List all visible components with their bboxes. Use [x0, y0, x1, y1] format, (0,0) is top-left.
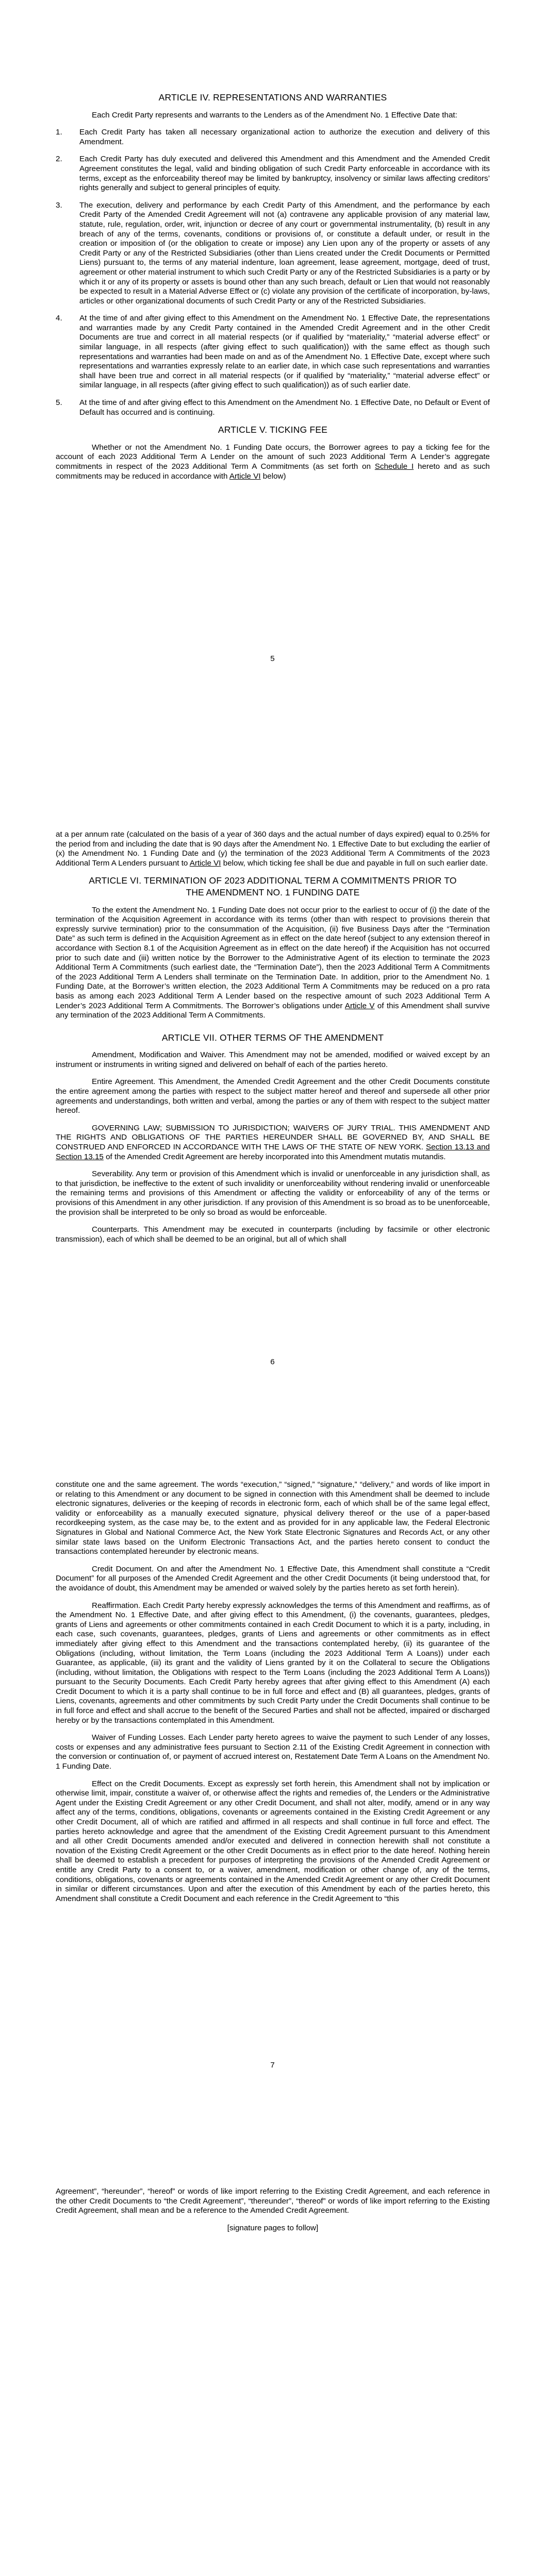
text-run: at a per annum rate (calculated on the basis of a year of 360 days and the actual number of days expired) equal to 0.25% for the period from and including the date that is 90 days after the Amendment No. 1 Effective Date to but excluding the earlier of (x) the Amendment No. 1 Funding Date and (y) the termination of the 2023 Additional Term A Commitments of the 2023 Additional Term A Lenders pursuant to	[56, 830, 490, 868]
list-item	[56, 398, 490, 417]
article-iv-heading: ARTICLE IV. REPRESENTATIONS AND WARRANTIES	[158, 92, 387, 103]
cross-reference-link: Section 13.13 and Section 13.15	[56, 1143, 490, 1161]
termination-paragraph	[56, 906, 490, 1021]
article-vii-heading: ARTICLE VII. OTHER TERMS OF THE AMENDMENT	[161, 1032, 384, 1043]
document-page-5	[0, 0, 545, 703]
list-item	[56, 128, 490, 147]
page-content	[56, 2187, 490, 2241]
item-number: 3.	[56, 200, 62, 210]
representations-list	[56, 128, 490, 417]
entire-agreement-paragraph: Entire Agreement. This Amendment, the Amended Credit Agreement and the other Credit Documents constitute the entire agreement among the parties with respect to the subject matter hereof and thereof and supersede all other prior agreements and understandings, both written and verbal, among the parties or any of them with respect to the subject matter hereof.	[56, 1077, 490, 1115]
waiver-of-funding-losses-paragraph: Waiver of Funding Losses. Each Lender party hereto agrees to waive the payment to such Lender of any losses, costs or expenses and any administrative fees pursuant to Section 2.11 of the Existing Credit Agreement in connection with the conversion or continuation of, or payment of accrued interest on, Restatement Date Term A Loans on the Amendment No. 1 Funding Date.	[56, 1733, 490, 1771]
item-number: 1.	[56, 128, 62, 137]
item-text: At the time of and after giving effect to this Amendment on the Amendment No. 1 Effective Date, no Default or Event of Default has occurred and is continuing.	[79, 398, 490, 417]
effect-on-credit-documents-paragraph: Effect on the Credit Documents. Except as expressly set forth herein, this Amendment shall not by implication or otherwise limit, impair, constitute a waiver of, or otherwise affect the rights and remedies of, the Lenders or the Administrative Agent under the Existing Credit Agreement or any other Credit Document, and shall not alter, modify, amend or in any way affect any of the terms, conditions, obligations, covenants or agreements contained in the Existing Credit Agreement or any other Credit Document, all of which are ratified and affirmed in all respects and shall continue in full force and effect. The parties hereto acknowledge and agree that the amendment of the Existing Credit Agreement pursuant to this Amendment and all other Credit Documents amended and/or executed and delivered in connection herewith shall not constitute a novation of the Existing Credit Agreement or the other Credit Documents as in effect prior to the date hereof. Nothing herein shall be deemed to establish a precedent for purposes of interpreting the provisions of the Amended Credit Agreement or entitle any Credit Party to a consent to, or a waiver, amendment, modification or other change of, any of the terms, conditions, obligations, covenants or agreements contained in the Amended Credit Agreement or any other Credit Document in similar or different circumstances. Upon and after the execution of this Amendment by each of the parties hereto, this Amendment shall constitute a Credit Document and each reference in the Credit Agreement to “this	[56, 1779, 490, 1903]
item-text: At the time of and after giving effect to this Amendment on the Amendment No. 1 Effective Date, the representations and warranties made by any Credit Party contained in the Amended Credit Agreement and in the other Credit Documents are true and correct in all material respects (or if qualified by “materiality,” “material adverse effect” or similar language, in all respects (after giving effect to such qualification)) with the same effect as though such representations and warranties had been made on and as of the Amendment No. 1 Effective Date, except where such representations and warranties expressly relate to an earlier date, in which case such representations and warranties shall have been true and correct in all material respects (or if qualified by “materiality,” “material adverse effect” or similar language, in all respects (after giving effect to such qualification)) as of such earlier date.	[79, 314, 490, 390]
page-content	[56, 93, 490, 489]
item-number: 4.	[56, 314, 62, 323]
text-run: of this Amendment shall survive any termination of the 2023 Additional Term A Commitments.	[56, 1001, 490, 1020]
credit-document-paragraph: Credit Document. On and after the Amendment No. 1 Effective Date, this Amendment shall constitute a “Credit Document” for all purposes of the Amended Credit Agreement and the other Credit Documents (it being understood that, for the avoidance of doubt, this Amendment may be amended or waived solely by the parties hereto as set forth herein).	[56, 1564, 490, 1592]
effect-continuation: Agreement”, “hereunder”, “hereof” or words of like import referring to the Existing Credit Agreement, and each reference in the other Credit Documents to “the Credit Agreement”, “thereunder”, “thereof” or words of like import referring to the Existing Credit Agreement, shall mean and be a reference to the Amended Credit Agreement.	[56, 2187, 490, 2215]
item-number: 2.	[56, 155, 62, 164]
document-page-6	[0, 703, 545, 1406]
list-item	[56, 201, 490, 307]
governing-law-paragraph	[56, 1124, 490, 1162]
text-run: Whether or not the Amendment No. 1 Funding Date occurs, the Borrower agrees to pay a ticking fee for the account of each 2023 Additional Term A Lender on the amount of such 2023 Additional Term A Lender’s aggregate commitments in respect of the 2023 Additional Term A Commitments (as set forth on	[56, 443, 490, 471]
page-number: 7	[270, 2061, 275, 2070]
list-item	[56, 155, 490, 193]
cross-reference-link: Article VI	[229, 471, 261, 481]
amendment-modification-paragraph: Amendment, Modification and Waiver. This Amendment may not be amended, modified or waived except by an instrument or instruments in writing signed and delivered on behalf of each of the parties hereto.	[56, 1050, 490, 1069]
signature-pages-note: [signature pages to follow]	[227, 2223, 319, 2232]
text-run: To the extent the Amendment No. 1 Funding Date does not occur prior to the earliest to occur of (i) the date of the termination of the Acquisition Agreement in accordance with its terms (other than with respect to provisions therein that expressly survive termination) prior to the consummation of the Acquisition, (ii) five Business Days after the “Termination Date” as such term is defined in the Acquisition Agreement as in effect on the date hereof (subject to any extension thereof in accordance with Section 8.1 of the Acquisition Agreement as in effect on the date hereof) if the Acquisition has not occurred prior to such date and (iii) written notice by the Borrower to the Administrative Agent of its election to terminate the 2023 Additional Term A Commitments (such earliest date, the “Termination Date”), then the 2023 Additional Term A Commitments of the 2023 Additional Term A Lenders shall terminate on the Termination Date. In addition, prior to the Amendment No. 1 Funding Date, at the Borrower’s written election, the 2023 Additional Term A Commitments may be reduced on a pro rata basis as among each 2023 Additional Term A Lender based on the respective amount of such 2023 Additional Term A Lender’s 2023 Additional Term A Commitments. The Borrower’s obligations under	[56, 905, 490, 1010]
page-number: 6	[270, 1358, 275, 1366]
text-run: below, which ticking fee shall be due and payable in full on such earlier date.	[221, 858, 488, 868]
text-run: GOVERNING LAW; SUBMISSION TO JURISDICTION; WAIVERS OF JURY TRIAL. THIS AMENDMENT AND THE RIGHTS AND OBLIGATIONS OF THE PARTIES HEREUNDER SHALL BE GOVERNED BY, AND SHALL BE CONSTRUED AND ENFORCED IN ACCORDANCE WITH THE LAWS OF THE STATE OF NEW YORK.	[56, 1123, 490, 1152]
text-run: below)	[260, 471, 286, 481]
page-content	[56, 830, 490, 1252]
article-vi-heading: ARTICLE VI. TERMINATION OF 2023 ADDITIONAL TERM A COMMITMENTS PRIOR TO	[89, 875, 457, 886]
text-run: hereto and as such commitments may be reduced in accordance with	[56, 462, 490, 481]
item-text: The execution, delivery and performance by each Credit Party of this Amendment, and the performance by each Credit Party of the Amended Credit Agreement will not (a) contravene any applicable provision of any material law, statute, rule, regulation, order, writ, injunction or decree of any court or governmental instrumentality, (b) result in any breach of any of the terms, covenants, conditions or provisions of, or constitute a default under, or result in the creation or imposition of (or the obligation to create or impose) any Lien upon any of the property or assets of any Credit Party or any of the Restricted Subsidiaries (other than Liens created under the Credit Documents or Permitted Liens) pursuant to, the terms of any material indenture, loan agreement, lease agreement, mortgage, deed of trust, agreement or other material instrument to which such Credit Party or any of the Restricted Subsidiaries is a party or by which it or any of its property or assets is bound other than any such breach, default or Lien that would not reasonably be expected to result in a Material Adverse Effect or (c) violate any provision of the certificate of incorporation, by-laws, articles or other organizational documents of such Credit Party or any of the Restricted Subsidiaries.	[79, 200, 490, 306]
page-number: 5	[270, 654, 275, 663]
page-content	[56, 1480, 490, 1911]
cross-reference-link: Schedule I	[374, 462, 414, 471]
counterparts-paragraph: Counterparts. This Amendment may be executed in counterparts (including by facsimile or other electronic transmission), each of which shall be deemed to be an original, but all of which shall	[56, 1225, 490, 1244]
article-vi-heading-line-2: THE AMENDMENT NO. 1 FUNDING DATE	[186, 887, 360, 897]
ticking-fee-continuation	[56, 830, 490, 868]
cross-reference-link: Article V	[344, 1001, 375, 1010]
document-page-8	[0, 2110, 545, 2576]
item-text: Each Credit Party has duly executed and delivered this Amendment and this Amendment and the Amended Credit Agreement constitutes the legal, valid and binding obligation of such Credit Party enforceable in accordance with its terms, except as the enforceability thereof may be limited by bankruptcy, insolvency or similar laws affecting creditors’ rights generally and subject to general principles of equity.	[79, 155, 490, 193]
reaffirmation-paragraph: Reaffirmation. Each Credit Party hereby expressly acknowledges the terms of this Amendment and reaffirms, as of the Amendment No. 1 Effective Date, and after giving effect to this Amendment, (i) the covenants, guarantees, pledges, grants of Liens and agreements or other commitments contained in each Credit Document to which it is a party, including, in each case, such covenants, guarantees, pledges, grants of Liens and agreements or other commitments as in effect immediately after giving effect to this Amendment and the transactions contemplated hereby, (ii) its guarantee of the Obligations (including, without limitation, the Term Loans (including the 2023 Additional Term A Loans)) under each Guarantee, as applicable, (iii) its grant and the validity of Liens granted by it on the Collateral to secure the Obligations (including, without limitation, the Obligations with respect to the Term Loans (including the 2023 Additional Term A Loans)) pursuant to the Security Documents. Each Credit Party hereby agrees that after giving effect to this Amendment (A) each Credit Document to which it is a party shall continue to be in full force and effect and (B) all guarantees, pledges, grants of Liens, covenants, agreements and other commitments by such Credit Party under the Credit Documents shall continue to be in full force and effect and shall accrue to the benefit of the Secured Parties and shall not be affected, impaired or discharged hereby or by the transactions contemplated in this Amendment.	[56, 1601, 490, 1725]
counterparts-continuation: constitute one and the same agreement. The words “execution,” “signed,” “signature,” “delivery,” and words of like import in or relating to this Amendment or any document to be signed in connection with this Amendment shall be deemed to include electronic signatures, deliveries or the keeping of records in electronic form, each of which shall be of the same legal effect, validity or enforceability as a manually executed signature, physical delivery thereof or the use of a paper-based recordkeeping system, as the case may be, to the extent and as provided for in any applicable law, the Federal Electronic Signatures in Global and National Commerce Act, the New York State Electronic Signatures and Records Act, or any other similar state laws based on the Uniform Electronic Transactions Act, and the parties hereto consent to conduct the transactions contemplated hereunder by electronic means.	[56, 1480, 490, 1556]
list-item	[56, 314, 490, 391]
ticking-fee-paragraph	[56, 443, 490, 481]
item-text: Each Credit Party has taken all necessary organizational action to authorize the execution and delivery of this Amendment.	[79, 128, 490, 146]
severability-paragraph: Severability. Any term or provision of this Amendment which is invalid or unenforceable in any jurisdiction shall, as to that jurisdiction, be ineffective to the extent of such invalidity or unenforceability without rendering invalid or unenforceable the remaining terms and provisions of this Amendment or affecting the validity or enforceability of any of the terms or provisions of this Amendment in any other jurisdiction. If any provision of this Amendment is so broad as to be unenforceable, the provision shall be interpreted to be only so broad as would be enforceable.	[56, 1170, 490, 1217]
document-page-7	[0, 1406, 545, 2110]
item-number: 5.	[56, 398, 62, 408]
cross-reference-link: Article VI	[189, 858, 221, 868]
article-iv-intro: Each Credit Party represents and warrants to the Lenders as of the Amendment No. 1 Effective Date that:	[92, 110, 457, 120]
text-run: of the Amended Credit Agreement are hereby incorporated into this Amendment mutatis mutandis.	[103, 1152, 446, 1161]
article-v-heading: ARTICLE V. TICKING FEE	[218, 425, 328, 435]
